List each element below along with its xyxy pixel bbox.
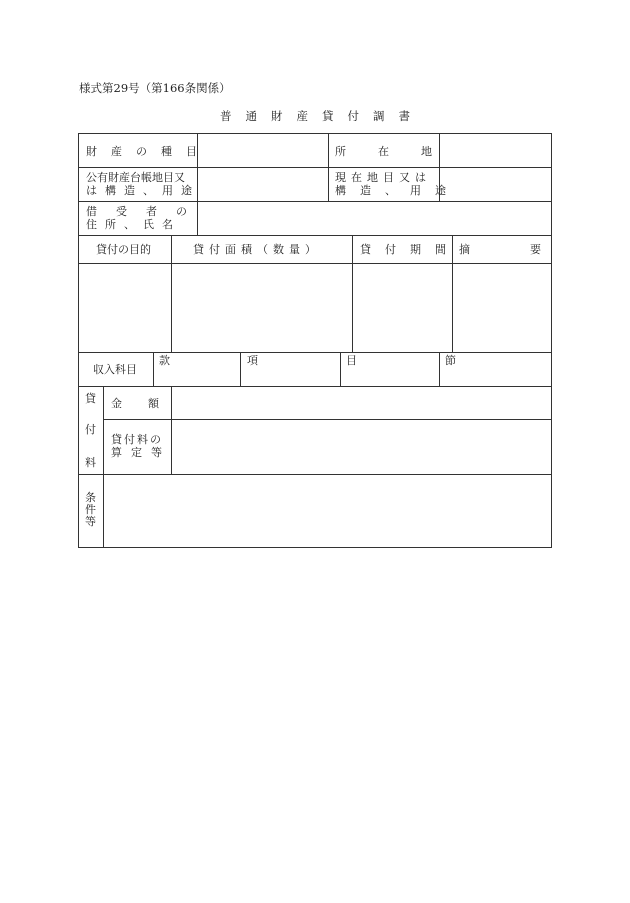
borrower-label-line2: 住所、氏名 — [86, 218, 181, 231]
property-type-field[interactable] — [198, 134, 328, 167]
current-label-line2: 構造、用途 — [335, 184, 460, 197]
borrower-label-line1: 借受者の — [86, 205, 206, 218]
location-label: 所在地 — [335, 145, 464, 158]
area-header: 貸付面積（数量） — [193, 243, 321, 256]
property-type-label: 財産の種目 — [86, 145, 211, 158]
borrower-field[interactable] — [198, 202, 551, 235]
setsu-label: 節 — [445, 354, 456, 367]
calc-field[interactable] — [172, 420, 551, 474]
conditions-label-3: 等 — [85, 515, 96, 528]
conditions-label-2: 件 — [85, 503, 96, 516]
amount-label: 金額 — [111, 397, 185, 410]
form-number: 様式第29号（第166条関係） — [79, 81, 231, 95]
rent-side-1: 貸 — [85, 392, 96, 405]
current-structure-field[interactable] — [440, 168, 551, 201]
document-title: 普通財産貸付調書 — [220, 109, 424, 123]
location-field[interactable] — [440, 134, 551, 167]
kou-label: 項 — [247, 354, 258, 367]
moku-label: 目 — [346, 354, 357, 367]
calc-label-line1: 貸付料の — [111, 433, 163, 446]
area-field[interactable] — [172, 264, 352, 352]
remarks-header: 摘要 — [459, 243, 601, 256]
income-label: 収入科目 — [93, 363, 137, 376]
ledger-label-line2: は構造、用途 — [86, 184, 200, 197]
loan-record-form — [78, 133, 601, 548]
ledger-structure-field[interactable] — [198, 168, 328, 201]
amount-field[interactable] — [172, 387, 551, 419]
purpose-header: 貸付の目的 — [96, 243, 151, 256]
purpose-field[interactable] — [79, 264, 171, 352]
calc-label-line2: 算定等 — [111, 446, 171, 459]
conditions-label-1: 条 — [85, 491, 96, 504]
rent-side-2: 付 — [85, 423, 96, 436]
rent-side-3: 料 — [85, 456, 96, 469]
remarks-field[interactable] — [453, 264, 551, 352]
current-label-line1: 現在地目又は — [335, 171, 431, 184]
conditions-field[interactable] — [104, 475, 551, 548]
ledger-label-line1: 公有財産台帳地目又 — [86, 171, 185, 184]
kan-label: 款 — [159, 354, 170, 367]
period-header: 貸付期間 — [360, 243, 460, 256]
period-field[interactable] — [353, 264, 452, 352]
